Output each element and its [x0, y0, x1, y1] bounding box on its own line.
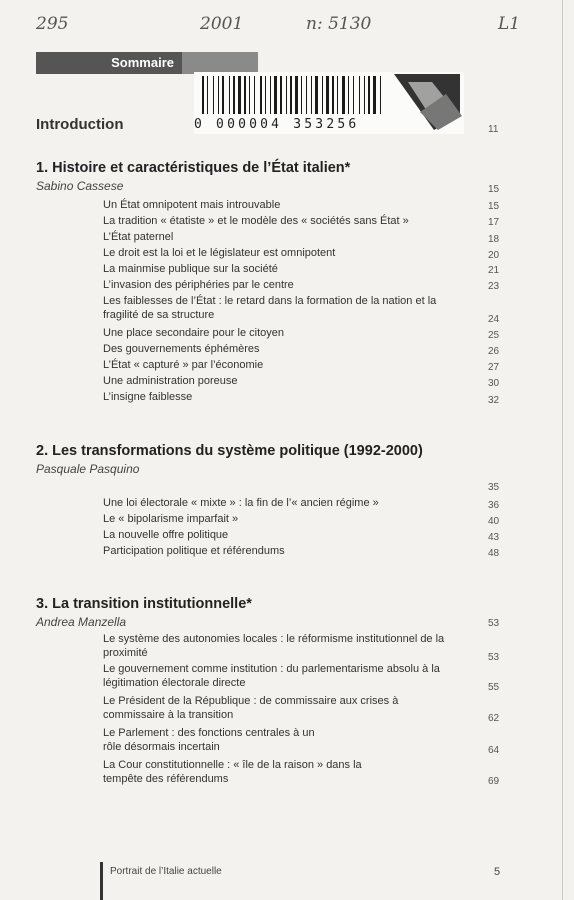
toc-entry: L’État paternel — [103, 231, 174, 243]
section-page-number: 53 — [488, 618, 500, 629]
barcode-bar — [301, 76, 302, 114]
barcode-bar — [286, 76, 287, 114]
section-author: Pasquale Pasquino — [36, 462, 140, 476]
barcode-bar — [222, 76, 224, 114]
barcode-number: 0 000004 353256 — [194, 117, 360, 132]
toc-entry: L’État « capturé » par l’économie — [103, 359, 264, 371]
toc-entry-page: 26 — [488, 346, 500, 357]
page-edge — [562, 0, 563, 900]
section-page-number: 15 — [488, 184, 500, 195]
barcode-bar — [295, 76, 298, 114]
barcode-bar — [326, 76, 329, 114]
toc-entry-page: 36 — [488, 500, 500, 511]
barcode-bar — [233, 76, 235, 114]
toc-entry: L’insigne faiblesse — [103, 391, 193, 403]
toc-entry-page: 15 — [488, 201, 500, 212]
barcode-bar — [364, 76, 365, 114]
barcode-bar — [311, 76, 312, 114]
toc-entry-page: 69 — [488, 776, 500, 787]
footer-bar — [100, 862, 103, 900]
section-page-number: 35 — [488, 482, 500, 493]
toc-entry: Participation politique et référendums — [103, 545, 285, 557]
toc-entry-page: 21 — [488, 265, 500, 276]
toc-entry-page: 25 — [488, 330, 500, 341]
handwritten-note: 295 — [36, 14, 69, 34]
sommaire-label: Sommaire — [36, 52, 182, 74]
barcode-bar — [207, 76, 208, 114]
toc-entry-page: 32 — [488, 395, 500, 406]
footer-title: Portrait de l’Italie actuelle — [110, 866, 222, 877]
toc-entry: Les faiblesses de l’État : le retard dans la formation de la nation et la fragilité de sa structure — [103, 295, 437, 321]
barcode-bar — [265, 76, 266, 114]
toc-entry-page: 18 — [488, 234, 500, 245]
toc-section — [36, 596, 504, 629]
toc-entry-page: 27 — [488, 362, 500, 373]
toc-entry: Un État omnipotent mais introuvable — [103, 199, 281, 211]
barcode-bar — [229, 76, 230, 114]
toc-entry: La Cour constitutionnelle : « île de la raison » dans la tempête des référendums — [103, 759, 362, 785]
toc-entry: La mainmise publique sur la société — [103, 263, 278, 275]
toc-entry: Le droit est la loi et le législateur est omnipotent — [103, 247, 336, 259]
barcode-bar — [306, 76, 307, 114]
toc-entry-page: 55 — [488, 682, 500, 693]
toc-entry-page: 53 — [488, 652, 500, 663]
barcode-bar — [280, 76, 282, 114]
handwritten-note: n: 5130 — [306, 14, 372, 34]
barcode-bar — [244, 76, 246, 114]
toc-entry-page: 48 — [488, 548, 500, 559]
footer-page-number: 5 — [494, 866, 501, 878]
barcode-bar — [213, 76, 214, 114]
toc-entry-page: 23 — [488, 281, 500, 292]
barcode-bar — [254, 76, 255, 114]
section-author: Sabino Cassese — [36, 179, 124, 193]
toc-entry: Le Parlement : des fonctions centrales à un rôle désormais incertain — [103, 727, 315, 753]
barcode-bar — [202, 76, 204, 114]
section-author: Andrea Manzella — [36, 615, 127, 629]
toc-entry-page: 30 — [488, 378, 500, 389]
toc-entry: L’invasion des périphéries par le centre — [103, 279, 294, 291]
toc-entry-page: 17 — [488, 217, 500, 228]
toc-entry: Le Président de la République : de commissaire aux crises à commissaire à la transition — [103, 695, 399, 721]
barcode-bar — [218, 76, 219, 114]
toc-entry: Le système des autonomies locales : le réformisme institutionnel de la proximité — [103, 633, 445, 659]
toc-entry: Une loi électorale « mixte » : la fin de l’« ancien régime » — [103, 497, 379, 509]
barcode-bar — [249, 76, 250, 114]
toc-entry: Des gouvernements éphémères — [103, 343, 260, 355]
barcode-bar — [337, 76, 338, 114]
section-title: 1. Histoire et caractéristiques de l’État italien* — [36, 160, 351, 176]
barcode-bar — [368, 76, 370, 114]
barcode-bar — [238, 76, 241, 114]
toc-entry: Le « bipolarisme imparfait » — [103, 513, 239, 525]
barcode-bar — [373, 76, 376, 114]
toc-entry-page: 64 — [488, 745, 500, 756]
introduction-page: 11 — [488, 124, 499, 135]
handwritten-note: L1 — [498, 14, 521, 34]
section-title: 2. Les transformations du système politique (1992-2000) — [36, 443, 423, 459]
toc-section — [36, 160, 504, 193]
barcode-bar — [274, 76, 277, 114]
toc-entry-page: 40 — [488, 516, 500, 527]
toc-section — [36, 443, 504, 476]
barcode-bar — [380, 76, 381, 114]
toc-entry-page: 24 — [488, 314, 500, 325]
introduction-title: Introduction — [36, 116, 124, 133]
toc-entry: La nouvelle offre politique — [103, 529, 229, 541]
handwritten-note: 2001 — [200, 14, 244, 34]
toc-entry-page: 20 — [488, 250, 500, 261]
barcode-bar — [342, 76, 345, 114]
barcode-sticker — [194, 72, 464, 134]
barcode-bar — [290, 76, 292, 114]
barcode-bar — [353, 76, 354, 114]
toc-entry: Le gouvernement comme institution : du parlementarisme absolu à la légitimation électorale directe — [103, 663, 440, 689]
toc-entry: La tradition « étatiste » et le modèle des « sociétés sans État » — [103, 215, 409, 227]
toc-entry: Une administration poreuse — [103, 375, 238, 387]
toc-entry: Une place secondaire pour le citoyen — [103, 327, 285, 339]
barcode-bar — [332, 76, 334, 114]
toc-entry-page: 43 — [488, 532, 500, 543]
barcode-bar — [322, 76, 323, 114]
barcode-bar — [270, 76, 271, 114]
barcode-bar — [348, 76, 349, 114]
barcode-bar — [359, 76, 360, 114]
barcode-bar — [260, 76, 262, 114]
barcode-bar — [315, 76, 318, 114]
toc-entry-page: 62 — [488, 713, 500, 724]
section-title: 3. La transition institutionnelle* — [36, 596, 252, 612]
